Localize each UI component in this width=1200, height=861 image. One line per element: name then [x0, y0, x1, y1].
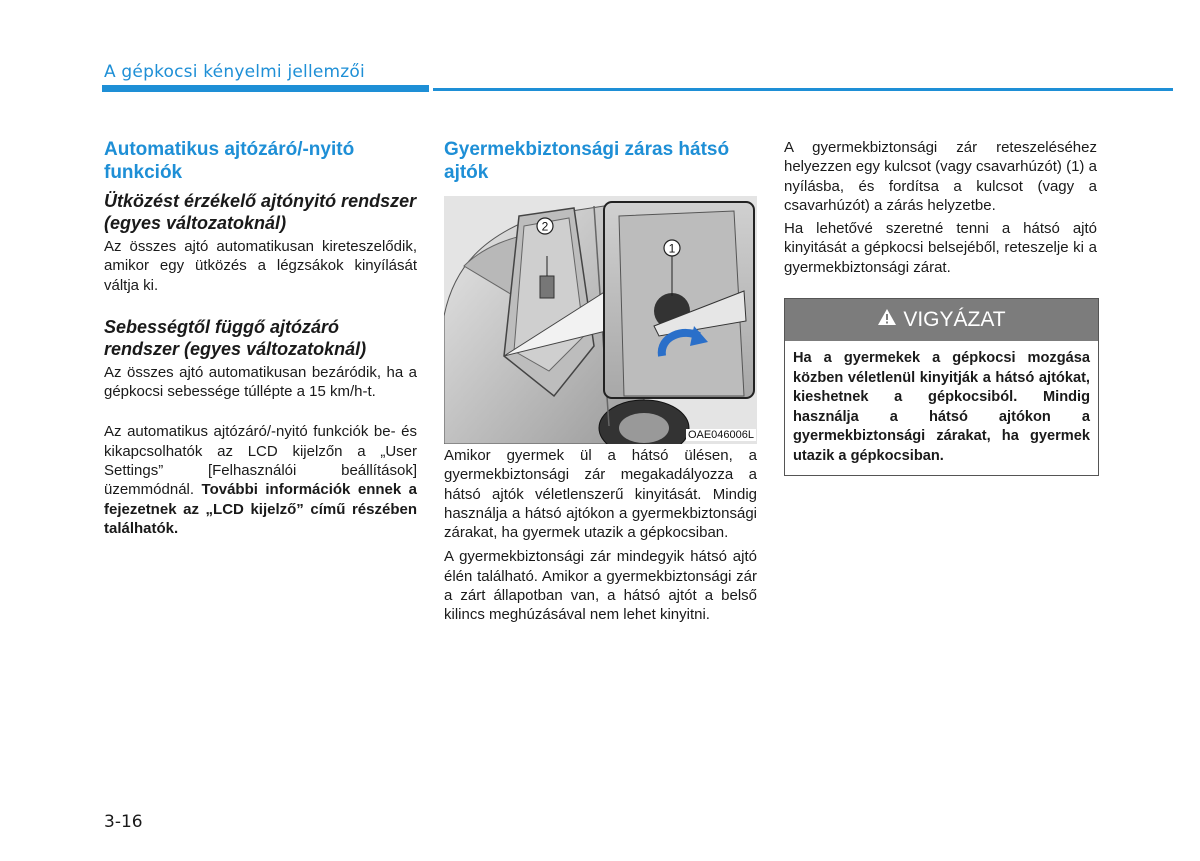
paragraph-lcd-settings [104, 422, 417, 538]
warning-title: VIGYÁZAT [903, 308, 1006, 332]
column-middle [444, 138, 757, 625]
page-number: 3-16 [104, 812, 143, 832]
warning-triangle-icon [877, 308, 897, 332]
subheading-crash-unlock: Ütközést érzékelő ajtónyitó rendszer (egyes változatoknál) [104, 191, 417, 233]
paragraph-lcd-normal: Az automatikus ajtózáró/-nyitó funkciók be- és kikapcsolhatók az LCD kijelzőn a „User Settings” [Felhasználói beállítások] üzemmódnál. [104, 423, 417, 499]
column-right [784, 138, 1097, 476]
warning-body: Ha a gyermekek a gépkocsi mozgása közben véletlenül kinyitják a hátsó ajtókat, kieshetnek a gépkocsiból. Mindig használja a hátsó ajtókon a gyermekbiztonsági zárakat, ha gyermek utazik a gépkocsiban. [793, 350, 1090, 465]
paragraph-crash-unlock: Az összes ajtó automatikusan kireteszelődik, amikor egy ütközés a légzsákok kinyílását váltja ki. [104, 238, 417, 294]
paragraph-child-lock-purpose: Amikor gyermek ül a hátsó ülésen, a gyermekbiztonsági zár megakadályozza a hátsó ajtók véletlenszerű kinyitását. Mindig használja a hátsó ajtókon a gyermekbiztonsági zárakat, ha gyermek utazik a gépkocsiban. [444, 447, 757, 542]
column-left [104, 138, 417, 538]
warning-box [784, 298, 1099, 476]
header-rule-thin [433, 88, 1173, 91]
paragraph-unlock-procedure: Ha lehetővé szeretné tenni a hátsó ajtó kinyitását a gépkocsi belsejéből, reteszelje ki a gyermekbiztonsági zárat. [784, 220, 1097, 276]
heading-auto-lock: Automatikus ajtózáró/-nyitó funkciók [104, 139, 355, 183]
heading-child-lock: Gyermekbiztonsági záras hátsó ajtók [444, 139, 730, 183]
child-lock-figure [444, 196, 757, 444]
header-rule-thick [102, 85, 429, 92]
paragraph-lock-procedure: A gyermekbiztonsági zár reteszeléséhez helyezzen egy kulcsot (vagy csavarhúzót) (1) a nyílásba, és fordítsa a kulcsot (vagy a csavarhúzót) a zárás helyzetbe. [784, 139, 1097, 214]
paragraph-speed-lock: Az összes ajtó automatikusan bezáródik, ha a gépkocsi sebessége túllépte a 15 km/h-t. [104, 363, 417, 401]
warning-header [785, 299, 1098, 341]
paragraph-lcd-bold: További információk ennek a fejezetnek az „LCD kijelző” című részében találhatók. [104, 481, 417, 537]
callout-1-label: 1 [668, 241, 676, 256]
figure-code: OAE046006L [687, 429, 754, 441]
section-header-title: A gépkocsi kényelmi jellemzői [104, 62, 365, 82]
subheading-speed-lock: Sebességtől függő ajtózáró rendszer (egyes változatoknál) [104, 316, 367, 359]
callout-2-label: 2 [541, 219, 549, 234]
paragraph-child-lock-location: A gyermekbiztonsági zár mindegyik hátsó ajtó élén található. Amikor a gyermekbiztonsági zár a zárt állapotban van, a hátsó ajtót a belső kilincs meghúzásával nem lehet kinyitni. [444, 548, 757, 624]
car-door-illustration [444, 196, 757, 444]
